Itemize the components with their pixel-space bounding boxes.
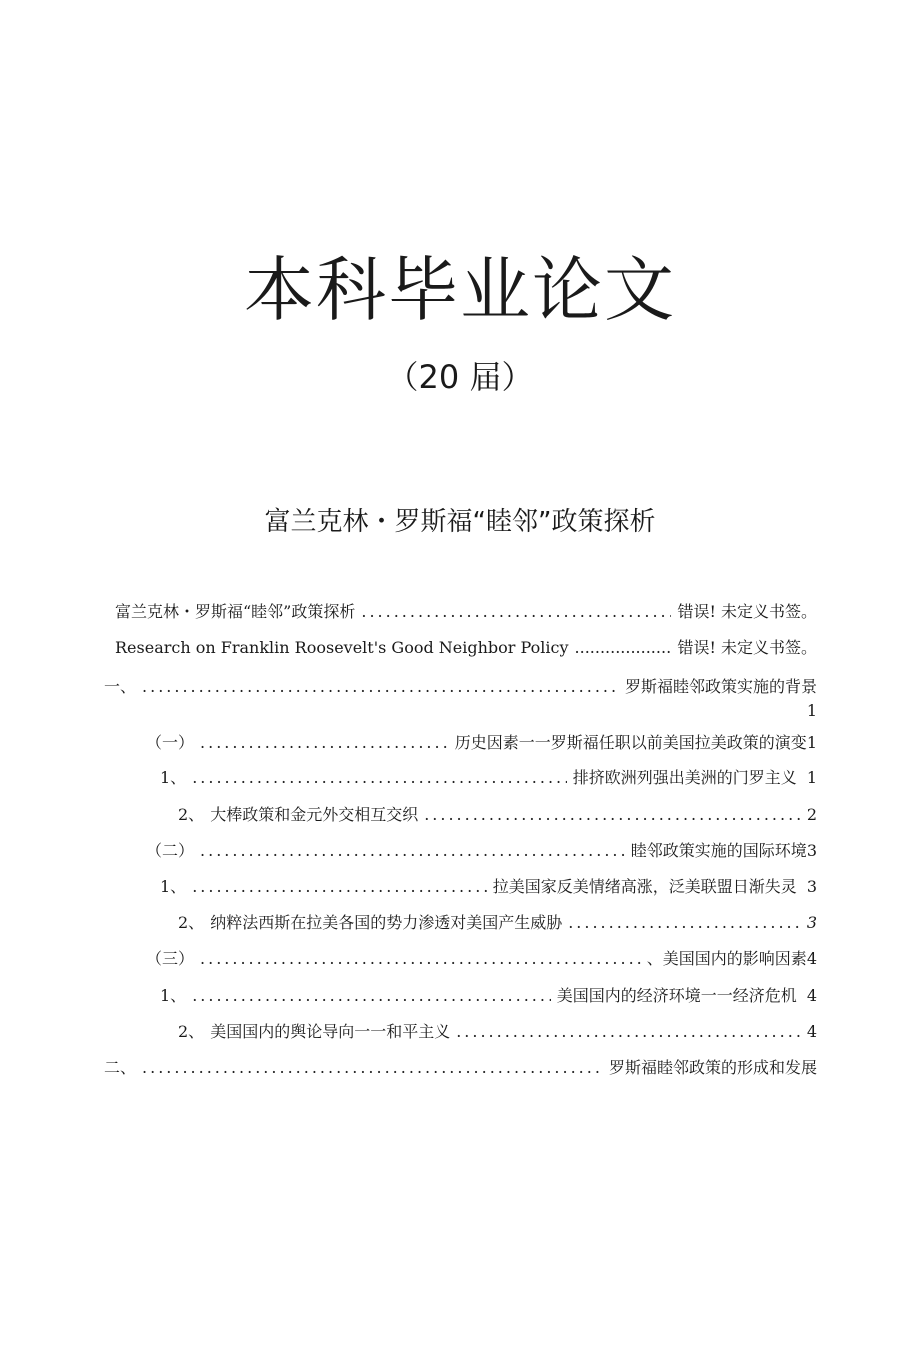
toc-entry-number: 2、: [178, 805, 205, 824]
toc-entry-text: 富兰克林・罗斯福“睦邻”政策探析: [115, 602, 356, 621]
toc-entry-page: 1: [806, 768, 817, 787]
toc-entry-subsection-1-2-2[interactable]: [178, 911, 817, 935]
toc-entry-number: 1、: [160, 986, 187, 1005]
toc-entry-subsection-1-3-1[interactable]: [160, 984, 817, 1008]
toc-entry-text: 拉美国家反美情绪高涨，泛美联盟日渐失灵: [492, 877, 797, 896]
toc-entry-page: 1: [806, 701, 817, 720]
graduation-year: （20 届）: [386, 358, 534, 396]
toc-entry-number: 2、: [178, 1022, 205, 1041]
toc-leader: [575, 636, 672, 660]
toc-entry-text: 美国国内的经济环境一一经济危机: [556, 986, 797, 1005]
toc-entry-number: （一）: [146, 733, 195, 752]
toc-entry-subsection-1-2-1[interactable]: [160, 875, 817, 899]
toc-entry-text: 纳粹法西斯在拉美各国的势力渗透对美国产生威胁: [210, 913, 563, 932]
main-title: 本科毕业论文: [244, 249, 676, 331]
toc-entry-text: 罗斯福睦邻政策的形成和发展: [608, 1058, 817, 1077]
toc-entry-page: 错误! 未定义书签。: [677, 638, 817, 657]
toc-leader: [142, 1056, 603, 1080]
toc-entry-number: 1、: [160, 877, 187, 896]
toc-entry-page: 4: [806, 1022, 817, 1041]
toc-entry-number: 二、: [104, 1058, 137, 1077]
toc-leader: [456, 1020, 801, 1044]
toc-entry-chapter-1[interactable]: [104, 675, 817, 699]
toc-leader: [192, 766, 567, 790]
toc-entry-subsection-1-1-1[interactable]: [160, 766, 817, 790]
toc-entry-text: 罗斯福睦邻政策实施的背景: [624, 677, 817, 696]
toc-entry-chapter-2[interactable]: [104, 1056, 817, 1080]
toc-entry-text: 、美国国内的影响因素: [646, 949, 807, 968]
toc-entry-title-cn[interactable]: [115, 600, 817, 624]
toc-leader: [424, 803, 801, 827]
toc-entry-number: 一、: [104, 677, 137, 696]
toc-entry-page: 3: [806, 877, 817, 896]
toc-leader: [568, 911, 801, 935]
toc-entry-page: 错误! 未定义书签。: [677, 602, 817, 621]
toc-entry-page: 1: [806, 733, 817, 752]
thesis-title: 富兰克林・罗斯福“睦邻”政策探析: [264, 507, 656, 537]
toc-entry-subsection-1-1-2[interactable]: [178, 803, 817, 827]
toc-entry-page: 3: [806, 913, 817, 932]
toc-leader: [142, 675, 619, 699]
toc-entry-text: 美国国内的舆论导向一一和平主义: [210, 1022, 451, 1041]
toc-leader: [192, 875, 487, 899]
toc-entry-page: 4: [806, 986, 817, 1005]
toc-entry-text: Research on Franklin Roosevelt's Good Neighbor Policy: [115, 638, 569, 657]
toc-leader: [361, 600, 671, 624]
toc-entry-number: 1、: [160, 768, 187, 787]
toc-leader: [200, 839, 625, 863]
toc-entry-subsection-1-3-2[interactable]: [178, 1020, 817, 1044]
toc-entry-page: 4: [806, 949, 817, 968]
toc-entry-number: （二）: [146, 841, 195, 860]
toc-leader: [192, 984, 551, 1008]
toc-leader: [200, 731, 449, 755]
toc-leader: [200, 947, 641, 971]
toc-entry-text: 睦邻政策实施的国际环境: [630, 841, 807, 860]
toc-entry-section-1-1[interactable]: [146, 731, 817, 755]
toc-entry-section-1-3[interactable]: [146, 947, 817, 971]
toc-entry-number: （三）: [146, 949, 195, 968]
toc-entry-title-en[interactable]: [115, 636, 817, 660]
toc-entry-text: 排挤欧洲列强出美洲的门罗主义: [572, 768, 797, 787]
toc-entry-page: 2: [806, 805, 817, 824]
toc-entry-page: 3: [806, 841, 817, 860]
toc-entry-number: 2、: [178, 913, 205, 932]
toc-entry-text: 大棒政策和金元外交相互交织: [210, 805, 419, 824]
toc-entry-text: 历史因素一一罗斯福任职以前美国拉美政策的演变: [454, 733, 807, 752]
toc-entry-section-1-2[interactable]: [146, 839, 817, 863]
